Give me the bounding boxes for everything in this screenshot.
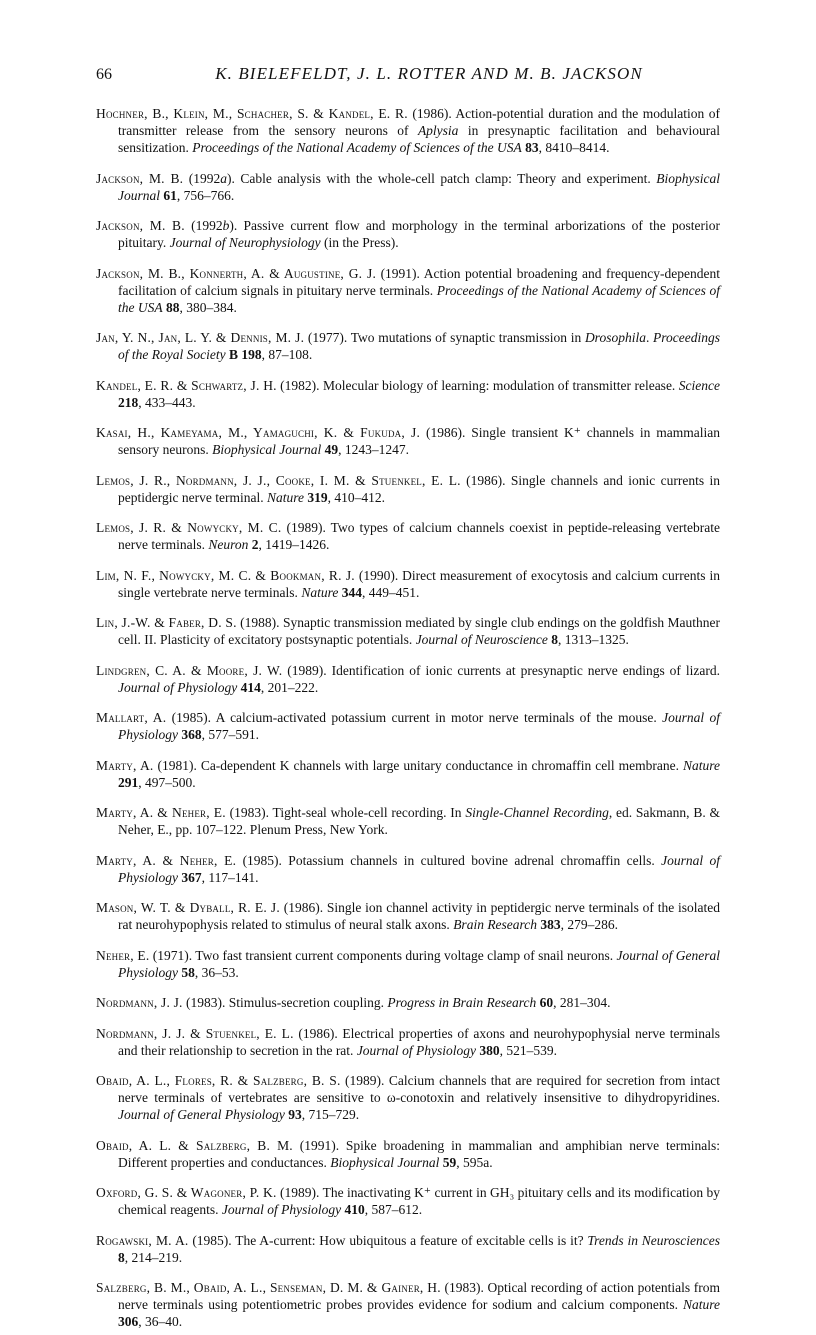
reference-journal: Biophysical Journal <box>118 170 720 203</box>
reference-pages: , 410–412. <box>327 489 385 505</box>
reference-authors: Neher, E. <box>96 947 150 963</box>
reference-volume: 368 <box>181 727 202 742</box>
reference-entry <box>96 472 720 506</box>
reference-pages: , 587–612. <box>364 1202 423 1217</box>
reference-journal: Proceedings of the National Academy of Sciences of the USA <box>192 140 522 155</box>
reference-authors: Nordmann, J. J. & Stuenkel, E. L. <box>96 1025 294 1041</box>
reference-text: (1992 <box>184 218 223 233</box>
reference-journal: Journal of General Physiology <box>118 947 720 980</box>
reference-authors: Salzberg, B. M., Obaid, A. L., Senseman, D. M. & Gainer, H. <box>96 1280 441 1295</box>
reference-journal: Brain Research <box>453 917 538 932</box>
reference-journal: Science <box>678 377 720 393</box>
reference-pages: , 281–304. <box>553 995 611 1010</box>
reference-journal: Biophysical Journal <box>212 442 322 457</box>
reference-authors: Kandel, E. R. & Schwartz, J. H. <box>96 377 277 393</box>
reference-entry <box>96 1072 720 1123</box>
reference-text: (1983). Stimulus-secretion coupling. <box>182 995 388 1010</box>
reference-text: (1991). Spike broadening in mammalian and amphibian nerve terminals: Different properties and conductances. <box>118 1137 721 1170</box>
reference-text: (1986). Action-potential duration and the modulation of transmitter release from the sensory neurons of <box>118 106 720 138</box>
reference-text: (1988). Synaptic transmission mediated by single club endings on the goldfish Mauthner cell. II. Plasticity of excitatory postsynaptic potentials. <box>118 615 720 647</box>
reference-volume: 306 <box>118 1314 139 1329</box>
reference-pages: , 380–384. <box>179 299 237 315</box>
reference-entry <box>96 804 720 838</box>
reference-journal: Trends in Neurosciences <box>587 1232 720 1248</box>
reference-volume: 8 <box>551 632 559 647</box>
reference-volume: 49 <box>324 442 339 457</box>
reference-entry <box>96 614 720 648</box>
reference-text: (1985). Potassium channels in cultured bovine adrenal chromaffin cells. <box>236 852 662 868</box>
reference-authors: Lemos, J. R. & Nowycky, M. C. <box>96 520 282 535</box>
reference-text: (1985). A calcium-activated potassium current in motor nerve terminals of the mouse. <box>166 710 663 725</box>
reference-entry <box>96 1184 720 1218</box>
reference-journal: Journal of Physiology <box>221 1202 342 1217</box>
reference-volume: 383 <box>540 917 561 932</box>
reference-volume: B 198 <box>228 347 262 362</box>
reference-journal: Journal of Neurophysiology <box>169 235 321 250</box>
reference-text-continued: ). Cable analysis with the whole-cell patch clamp: Theory and experiment. <box>226 170 657 186</box>
reference-text: (1992 <box>183 170 221 186</box>
reference-authors: Marty, A. & Neher, E. <box>96 805 226 820</box>
reference-pages: , 1419–1426. <box>258 537 330 552</box>
reference-pages: , 449–451. <box>361 584 420 600</box>
reference-entry <box>96 757 720 791</box>
page-number: 66 <box>96 66 112 83</box>
reference-text: (1986). Electrical properties of axons and neurohypophysial nerve terminals and their relationship to secretion in the rat. <box>118 1025 720 1058</box>
reference-italic: Aplysia <box>417 123 459 138</box>
reference-volume: 8 <box>118 1249 125 1265</box>
reference-pages: , 87–108. <box>261 347 313 362</box>
reference-volume: 58 <box>181 964 195 980</box>
reference-journal: Journal of General Physiology <box>118 1107 285 1122</box>
reference-italic: a <box>220 170 227 186</box>
reference-journal: Biophysical Journal <box>330 1154 440 1170</box>
reference-volume: 380 <box>479 1042 500 1058</box>
reference-text: (1990). Direct measurement of exocytosis and calcium currents in single vertebrate nerve terminals. <box>118 567 720 600</box>
reference-volume: 344 <box>341 584 362 600</box>
reference-volume: 367 <box>181 869 202 885</box>
reference-volume: 60 <box>539 995 554 1010</box>
reference-journal: Journal of Neuroscience <box>415 632 548 647</box>
page <box>96 64 720 1335</box>
reference-volume: 2 <box>251 537 259 552</box>
reference-journal: Journal of Physiology <box>356 1042 477 1058</box>
reference-entry <box>96 994 720 1011</box>
reference-journal: Proceedings of the National Academy of Sciences of the USA <box>118 282 720 315</box>
reference-pages: , 497–500. <box>138 774 196 790</box>
reference-journal: Nature <box>301 584 339 600</box>
reference-entry <box>96 709 720 743</box>
reference-text: (1989). Identification of ionic currents at presynaptic nerve endings of lizard. <box>282 662 720 678</box>
reference-authors: Jackson, M. B. <box>96 170 184 186</box>
reference-text: (1981). Ca-dependent K channels with large unitary conductance in chromaffin cell membrane. <box>153 757 683 773</box>
reference-text: (1986). Single channels and ionic currents in peptidergic nerve terminal. <box>118 472 720 505</box>
reference-text-continued: , ed. Sakmann, B. & Neher, E., pp. 107–122. Plenum Press, New York. <box>118 805 720 837</box>
reference-journal: Nature <box>266 489 304 505</box>
reference-journal: Progress in Brain Research <box>387 995 537 1010</box>
reference-pages: , 201–222. <box>260 679 319 695</box>
reference-italic: Single-Channel Recording <box>465 805 609 820</box>
reference-text-continued: ). Passive current flow and morphology in the terminal arborizations of the posterior pituitary. <box>118 218 721 250</box>
reference-authors: Rogawski, M. A. <box>96 1232 189 1248</box>
reference-entry <box>96 217 720 251</box>
reference-authors: Mallart, A. <box>96 710 167 725</box>
reference-pages: , 756–766. <box>176 187 235 203</box>
running-head: K. BIELEFELDT, J. L. ROTTER AND M. B. JACKSON <box>215 64 643 83</box>
reference-pages: , 8410–8414. <box>538 140 610 155</box>
reference-text: (1989). The inactivating K⁺ current in GH₃ pituitary cells and its modification by chemical reagents. <box>118 1185 720 1217</box>
reference-text: (1985). The A-current: How ubiquitous a feature of excitable cells is it? <box>188 1232 588 1248</box>
reference-entry <box>96 662 720 696</box>
reference-pages: , 521–539. <box>499 1042 558 1058</box>
reference-entry <box>96 1137 720 1171</box>
reference-authors: Jan, Y. N., Jan, L. Y. & Dennis, M. J. <box>96 330 305 345</box>
reference-authors: Lin, J.-W. & Faber, D. S. <box>96 615 237 630</box>
reference-list <box>96 105 720 1330</box>
reference-authors: Lindgren, C. A. & Moore, J. W. <box>96 662 283 678</box>
reference-volume: 218 <box>118 394 139 410</box>
reference-volume: 61 <box>163 187 177 203</box>
reference-volume: 414 <box>240 679 261 695</box>
reference-journal: Nature <box>682 757 720 773</box>
reference-italic: Drosophila <box>584 330 646 345</box>
reference-authors: Oxford, G. S. & Wagoner, P. K. <box>96 1185 277 1200</box>
reference-volume: 83 <box>525 140 539 155</box>
reference-entry <box>96 899 720 933</box>
reference-journal: Journal of Physiology <box>118 852 721 885</box>
reference-authors: Kasai, H., Kameyama, M., Yamaguchi, K. & Fukuda, J. <box>96 425 421 440</box>
reference-pages: , 1313–1325. <box>558 632 629 647</box>
page-header <box>96 64 720 88</box>
reference-volume: 88 <box>166 299 180 315</box>
reference-volume: 291 <box>118 774 139 790</box>
reference-entry <box>96 947 720 981</box>
reference-volume: 319 <box>307 489 328 505</box>
reference-authors: Lemos, J. R., Nordmann, J. J., Cooke, I. M. & Stuenkel, E. L. <box>96 472 461 488</box>
reference-entry <box>96 852 720 886</box>
reference-text-continued: . <box>645 330 654 345</box>
reference-authors: Marty, A. & Neher, E. <box>96 852 237 868</box>
reference-pages: (in the Press). <box>320 235 399 250</box>
reference-authors: Mason, W. T. & Dyball, R. E. J. <box>96 900 280 915</box>
reference-authors: Nordmann, J. J. <box>96 995 183 1010</box>
reference-entry <box>96 519 720 553</box>
reference-entry <box>96 265 720 316</box>
reference-pages: , 433–443. <box>138 394 196 410</box>
reference-journal: Neuron <box>208 537 249 552</box>
reference-text: (1983). Optical recording of action potentials from nerve terminals using potentiometric probes provides evidence for sodium and calcium components. <box>118 1280 720 1312</box>
reference-text: (1986). Single transient K⁺ channels in mammalian sensory neurons. <box>118 425 720 457</box>
reference-pages: , 36–40. <box>138 1314 183 1329</box>
reference-entry <box>96 1025 720 1059</box>
reference-entry <box>96 1279 720 1330</box>
reference-entry <box>96 377 720 411</box>
reference-authors: Lim, N. F., Nowycky, M. C. & Bookman, R. J. <box>96 567 355 583</box>
reference-text: (1982). Molecular biology of learning: modulation of transmitter release. <box>276 377 679 393</box>
reference-entry <box>96 1232 720 1266</box>
reference-text: (1989). Two types of calcium channels coexist in peptide-releasing vertebrate nerve terminals. <box>118 520 720 552</box>
reference-text: (1991). Action potential broadening and frequency-dependent facilitation of calcium signals in pituitary nerve terminals. <box>118 265 720 298</box>
reference-text-continued: in presynaptic facilitation and behavioural sensitization. <box>118 123 721 155</box>
reference-journal: Proceedings of the Royal Society <box>118 330 721 362</box>
reference-authors: Marty, A. <box>96 757 154 773</box>
reference-pages: , 715–729. <box>301 1107 360 1122</box>
reference-entry <box>96 105 720 156</box>
reference-volume: 410 <box>344 1202 365 1217</box>
reference-text: (1983). Tight-seal whole-cell recording. In <box>225 805 466 820</box>
reference-entry <box>96 567 720 601</box>
reference-volume: 59 <box>442 1154 457 1170</box>
reference-pages: , 595a. <box>456 1154 493 1170</box>
reference-authors: Jackson, M. B., Konnerth, A. & Augustine, G. J. <box>96 265 377 281</box>
reference-journal: Journal of Physiology <box>118 679 238 695</box>
reference-authors: Obaid, A. L., Flores, R. & Salzberg, B. S. <box>96 1073 341 1088</box>
reference-authors: Jackson, M. B. <box>96 218 185 233</box>
reference-authors: Obaid, A. L. & Salzberg, B. M. <box>96 1137 293 1153</box>
reference-italic: b <box>222 218 230 233</box>
reference-entry <box>96 329 720 363</box>
reference-entry <box>96 424 720 458</box>
reference-pages: , 577–591. <box>201 727 259 742</box>
reference-text: (1977). Two mutations of synaptic transmission in <box>304 330 585 345</box>
reference-authors: Hochner, B., Klein, M., Schacher, S. & Kandel, E. R. <box>96 106 408 121</box>
reference-pages: , 1243–1247. <box>338 442 409 457</box>
reference-pages: , 36–53. <box>194 964 239 980</box>
reference-text: (1989). Calcium channels that are required for secretion from intact nerve terminals of vertebrates are sensitive to ω-conotoxin and relatively insensitive to dihydropyridines. <box>118 1073 721 1105</box>
reference-entry <box>96 170 720 204</box>
reference-pages: , 214–219. <box>124 1249 183 1265</box>
reference-journal: Nature <box>683 1297 720 1312</box>
reference-pages: , 279–286. <box>560 917 619 932</box>
reference-pages: , 117–141. <box>201 869 259 885</box>
reference-text: (1971). Two fast transient current components during voltage clamp of snail neurons. <box>149 947 617 963</box>
reference-text: (1986). Single ion channel activity in peptidergic nerve terminals of the isolated rat neurohypophysis related to stimulus of neural stalk axons. <box>118 900 720 932</box>
reference-volume: 93 <box>288 1107 302 1122</box>
reference-journal: Journal of Physiology <box>118 710 720 742</box>
